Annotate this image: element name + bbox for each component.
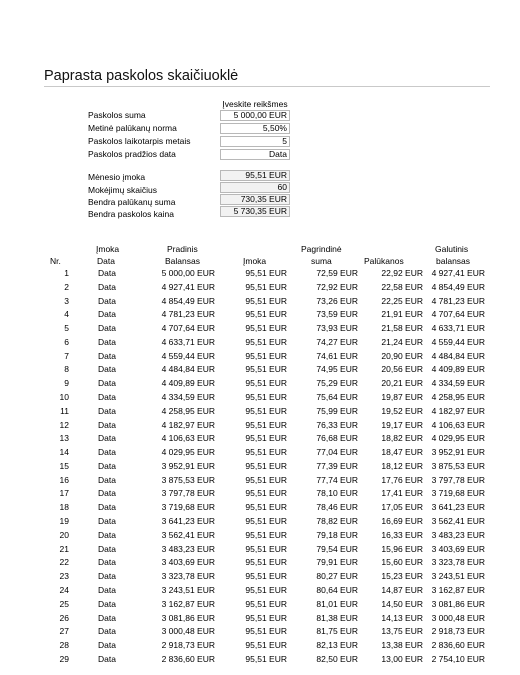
beginning-balance-cell: 3 952,91 EUR <box>161 460 215 471</box>
row-number-cell: 18 <box>59 502 69 513</box>
payment-cell: 95,51 EUR <box>245 516 287 527</box>
total-interest-value: 730,35 EUR <box>220 194 290 205</box>
table-row <box>0 543 520 555</box>
payment-date-cell: Data <box>98 557 116 568</box>
interest-cell: 17,76 EUR <box>381 474 423 485</box>
inputs-header: Įveskite reikšmes <box>222 99 288 109</box>
interest-cell: 19,52 EUR <box>381 405 423 416</box>
table-row <box>0 363 520 375</box>
payment-date-cell: Data <box>98 571 116 582</box>
ending-balance-cell: 4 106,63 EUR <box>431 419 485 430</box>
principal-cell: 73,93 EUR <box>316 323 358 334</box>
principal-cell: 80,27 EUR <box>316 571 358 582</box>
payment-cell: 95,51 EUR <box>245 653 287 664</box>
payment-cell: 95,51 EUR <box>245 584 287 595</box>
table-row <box>0 556 520 568</box>
beginning-balance-cell: 3 562,41 EUR <box>161 529 215 540</box>
payment-cell: 95,51 EUR <box>245 323 287 334</box>
beginning-balance-cell: 3 875,53 EUR <box>161 474 215 485</box>
principal-cell: 81,75 EUR <box>316 626 358 637</box>
interest-cell: 18,82 EUR <box>381 433 423 444</box>
payment-cell: 95,51 EUR <box>245 268 287 278</box>
interest-cell: 17,05 EUR <box>381 502 423 513</box>
principal-cell: 75,99 EUR <box>316 405 358 416</box>
interest-cell: 21,91 EUR <box>381 309 423 320</box>
payment-date-cell: Data <box>98 268 116 278</box>
principal-cell: 76,33 EUR <box>316 419 358 430</box>
interest-cell: 14,50 EUR <box>381 598 423 609</box>
payment-cell: 95,51 EUR <box>245 640 287 651</box>
ending-balance-cell: 2 836,60 EUR <box>431 640 485 651</box>
ending-balance-cell: 4 633,71 EUR <box>431 323 485 334</box>
ending-balance-cell: 3 562,41 EUR <box>431 516 485 527</box>
table-row <box>0 419 520 431</box>
ending-balance-cell: 4 029,95 EUR <box>431 433 485 444</box>
row-number-cell: 2 <box>64 281 69 292</box>
principal-cell: 79,18 EUR <box>316 529 358 540</box>
number-of-payments-value: 60 <box>220 182 290 193</box>
monthly-payment-value: 95,51 EUR <box>220 170 290 181</box>
ending-balance-cell: 3 641,23 EUR <box>431 502 485 513</box>
interest-cell: 15,60 EUR <box>381 557 423 568</box>
principal-cell: 72,59 EUR <box>316 268 358 278</box>
header-principal-line1: Pagrindinė <box>301 244 342 254</box>
payment-cell: 95,51 EUR <box>245 529 287 540</box>
loan-amount-label: Paskolos suma <box>88 110 146 120</box>
principal-cell: 81,01 EUR <box>316 598 358 609</box>
payment-date-cell: Data <box>98 295 116 306</box>
beginning-balance-cell: 3 000,48 EUR <box>161 626 215 637</box>
beginning-balance-cell: 3 719,68 EUR <box>161 502 215 513</box>
row-number-cell: 19 <box>59 516 69 527</box>
row-number-cell: 13 <box>59 433 69 444</box>
principal-cell: 77,39 EUR <box>316 460 358 471</box>
row-number-cell: 20 <box>59 529 69 540</box>
beginning-balance-cell: 4 484,84 EUR <box>161 364 215 375</box>
payment-cell: 95,51 EUR <box>245 433 287 444</box>
ending-balance-cell: 3 797,78 EUR <box>431 474 485 485</box>
beginning-balance-cell: 4 559,44 EUR <box>161 350 215 361</box>
interest-cell: 14,13 EUR <box>381 612 423 623</box>
beginning-balance-cell: 4 029,95 EUR <box>161 447 215 458</box>
header-number: Nr. <box>50 256 61 266</box>
ending-balance-cell: 4 484,84 EUR <box>431 350 485 361</box>
payment-date-cell: Data <box>98 543 116 554</box>
payment-cell: 95,51 EUR <box>245 543 287 554</box>
ending-balance-cell: 3 403,69 EUR <box>431 543 485 554</box>
interest-cell: 18,12 EUR <box>381 460 423 471</box>
row-number-cell: 12 <box>59 419 69 430</box>
table-row <box>0 295 520 307</box>
interest-cell: 20,56 EUR <box>381 364 423 375</box>
payment-cell: 95,51 EUR <box>245 460 287 471</box>
interest-cell: 17,41 EUR <box>381 488 423 499</box>
payment-date-cell: Data <box>98 598 116 609</box>
loan-start-date-input[interactable]: Data <box>220 149 290 160</box>
table-row <box>0 487 520 499</box>
beginning-balance-cell: 4 258,95 EUR <box>161 405 215 416</box>
payment-date-cell: Data <box>98 488 116 499</box>
loan-term-years-label: Paskolos laikotarpis metais <box>88 136 191 146</box>
payment-date-cell: Data <box>98 378 116 389</box>
number-of-payments-label: Mokėjimų skaičius <box>88 185 157 195</box>
row-number-cell: 8 <box>64 364 69 375</box>
header-beginning-balance-line2: Balansas <box>165 256 200 266</box>
ending-balance-cell: 4 559,44 EUR <box>431 336 485 347</box>
table-row <box>0 267 520 279</box>
payment-cell: 95,51 EUR <box>245 378 287 389</box>
principal-cell: 80,64 EUR <box>316 584 358 595</box>
beginning-balance-cell: 4 927,41 EUR <box>161 281 215 292</box>
row-number-cell: 4 <box>64 309 69 320</box>
row-number-cell: 1 <box>64 268 69 278</box>
row-number-cell: 11 <box>60 405 69 416</box>
payment-date-cell: Data <box>98 281 116 292</box>
row-number-cell: 22 <box>59 557 69 568</box>
row-number-cell: 17 <box>59 488 69 499</box>
ending-balance-cell: 2 754,10 EUR <box>431 653 485 664</box>
header-beginning-balance-line1: Pradinis <box>167 244 198 254</box>
payment-cell: 95,51 EUR <box>245 474 287 485</box>
table-row <box>0 377 520 389</box>
total-loan-cost-value: 5 730,35 EUR <box>220 206 290 217</box>
beginning-balance-cell: 4 334,59 EUR <box>161 392 215 403</box>
ending-balance-cell: 4 781,23 EUR <box>431 295 485 306</box>
ending-balance-cell: 4 258,95 EUR <box>431 392 485 403</box>
beginning-balance-cell: 3 797,78 EUR <box>161 488 215 499</box>
table-row <box>0 653 520 665</box>
title-divider <box>44 86 490 87</box>
beginning-balance-cell: 5 000,00 EUR <box>161 268 215 278</box>
payment-date-cell: Data <box>98 447 116 458</box>
payment-date-cell: Data <box>98 529 116 540</box>
payment-cell: 95,51 EUR <box>245 488 287 499</box>
payment-date-cell: Data <box>98 584 116 595</box>
monthly-payment-label: Mėnesio įmoka <box>88 172 146 182</box>
interest-cell: 13,75 EUR <box>381 626 423 637</box>
ending-balance-cell: 3 952,91 EUR <box>431 447 485 458</box>
payment-cell: 95,51 EUR <box>245 336 287 347</box>
table-row <box>0 570 520 582</box>
beginning-balance-cell: 3 243,51 EUR <box>161 584 215 595</box>
beginning-balance-cell: 3 323,78 EUR <box>161 571 215 582</box>
principal-cell: 73,26 EUR <box>316 295 358 306</box>
table-row <box>0 612 520 624</box>
interest-cell: 15,23 EUR <box>381 571 423 582</box>
table-row <box>0 350 520 362</box>
principal-cell: 78,46 EUR <box>316 502 358 513</box>
principal-cell: 77,74 EUR <box>316 474 358 485</box>
payment-date-cell: Data <box>98 612 116 623</box>
interest-cell: 19,17 EUR <box>381 419 423 430</box>
table-row <box>0 639 520 651</box>
total-interest-label: Bendra palūkanų suma <box>88 197 176 207</box>
ending-balance-cell: 3 243,51 EUR <box>431 571 485 582</box>
principal-cell: 79,54 EUR <box>316 543 358 554</box>
ending-balance-cell: 4 182,97 EUR <box>431 405 485 416</box>
ending-balance-cell: 3 162,87 EUR <box>431 584 485 595</box>
row-number-cell: 27 <box>59 626 69 637</box>
principal-cell: 79,91 EUR <box>316 557 358 568</box>
page-title: Paprasta paskolos skaičiuoklė <box>44 68 239 84</box>
principal-cell: 74,27 EUR <box>316 336 358 347</box>
annual-interest-rate-label: Metinė palūkanų norma <box>88 123 177 133</box>
payment-date-cell: Data <box>98 640 116 651</box>
interest-cell: 22,25 EUR <box>381 295 423 306</box>
principal-cell: 74,95 EUR <box>316 364 358 375</box>
ending-balance-cell: 3 719,68 EUR <box>431 488 485 499</box>
payment-cell: 95,51 EUR <box>245 612 287 623</box>
payment-cell: 95,51 EUR <box>245 447 287 458</box>
table-row <box>0 625 520 637</box>
principal-cell: 72,92 EUR <box>316 281 358 292</box>
beginning-balance-cell: 4 854,49 EUR <box>161 295 215 306</box>
table-row <box>0 308 520 320</box>
interest-cell: 20,90 EUR <box>381 350 423 361</box>
principal-cell: 78,10 EUR <box>316 488 358 499</box>
table-row <box>0 474 520 486</box>
principal-cell: 73,59 EUR <box>316 309 358 320</box>
beginning-balance-cell: 4 409,89 EUR <box>161 378 215 389</box>
header-payment-date-line1: Įmoka <box>96 244 120 254</box>
table-row <box>0 446 520 458</box>
interest-cell: 22,92 EUR <box>381 268 423 278</box>
payment-date-cell: Data <box>98 474 116 485</box>
principal-cell: 75,29 EUR <box>316 378 358 389</box>
ending-balance-cell: 4 409,89 EUR <box>431 364 485 375</box>
row-number-cell: 7 <box>64 350 69 361</box>
ending-balance-cell: 3 323,78 EUR <box>431 557 485 568</box>
payment-date-cell: Data <box>98 460 116 471</box>
total-loan-cost-label: Bendra paskolos kaina <box>88 209 175 219</box>
principal-cell: 75,64 EUR <box>316 392 358 403</box>
ending-balance-cell: 3 081,86 EUR <box>431 598 485 609</box>
row-number-cell: 14 <box>59 447 69 458</box>
row-number-cell: 10 <box>59 392 69 403</box>
beginning-balance-cell: 2 918,73 EUR <box>161 640 215 651</box>
payment-date-cell: Data <box>98 336 116 347</box>
principal-cell: 82,13 EUR <box>316 640 358 651</box>
ending-balance-cell: 4 707,64 EUR <box>431 309 485 320</box>
payment-date-cell: Data <box>98 364 116 375</box>
beginning-balance-cell: 3 641,23 EUR <box>161 516 215 527</box>
ending-balance-cell: 4 927,41 EUR <box>431 268 485 278</box>
row-number-cell: 25 <box>59 598 69 609</box>
loan-term-years-input[interactable]: 5 <box>220 136 290 147</box>
interest-cell: 21,24 EUR <box>381 336 423 347</box>
row-number-cell: 23 <box>59 571 69 582</box>
row-number-cell: 26 <box>59 612 69 623</box>
payment-cell: 95,51 EUR <box>245 350 287 361</box>
payment-date-cell: Data <box>98 350 116 361</box>
payment-cell: 95,51 EUR <box>245 295 287 306</box>
payment-date-cell: Data <box>98 502 116 513</box>
principal-cell: 77,04 EUR <box>316 447 358 458</box>
payment-cell: 95,51 EUR <box>245 598 287 609</box>
table-row <box>0 529 520 541</box>
interest-cell: 15,96 EUR <box>381 543 423 554</box>
interest-cell: 21,58 EUR <box>381 323 423 334</box>
table-row <box>0 322 520 334</box>
beginning-balance-cell: 4 707,64 EUR <box>161 323 215 334</box>
payment-cell: 95,51 EUR <box>245 281 287 292</box>
ending-balance-cell: 2 918,73 EUR <box>431 626 485 637</box>
header-payment-date-line2: Data <box>97 256 115 266</box>
row-number-cell: 28 <box>59 640 69 651</box>
header-payment: Įmoka <box>243 256 267 266</box>
payment-date-cell: Data <box>98 653 116 664</box>
interest-cell: 13,00 EUR <box>381 653 423 664</box>
table-row <box>0 405 520 417</box>
payment-date-cell: Data <box>98 323 116 334</box>
interest-cell: 22,58 EUR <box>381 281 423 292</box>
interest-cell: 16,33 EUR <box>381 529 423 540</box>
payment-date-cell: Data <box>98 309 116 320</box>
interest-cell: 16,69 EUR <box>381 516 423 527</box>
header-principal-line2: suma <box>311 256 332 266</box>
table-row <box>0 584 520 596</box>
payment-cell: 95,51 EUR <box>245 557 287 568</box>
row-number-cell: 16 <box>59 474 69 485</box>
interest-cell: 19,87 EUR <box>381 392 423 403</box>
table-row <box>0 598 520 610</box>
payment-cell: 95,51 EUR <box>245 392 287 403</box>
table-row <box>0 432 520 444</box>
payment-date-cell: Data <box>98 433 116 444</box>
payment-cell: 95,51 EUR <box>245 626 287 637</box>
principal-cell: 76,68 EUR <box>316 433 358 444</box>
ending-balance-cell: 4 854,49 EUR <box>431 281 485 292</box>
principal-cell: 74,61 EUR <box>316 350 358 361</box>
payment-date-cell: Data <box>98 626 116 637</box>
table-row <box>0 515 520 527</box>
row-number-cell: 5 <box>64 323 69 334</box>
table-row <box>0 460 520 472</box>
header-ending-balance-line2: balansas <box>436 256 471 266</box>
principal-cell: 78,82 EUR <box>316 516 358 527</box>
interest-cell: 13,38 EUR <box>381 640 423 651</box>
row-number-cell: 15 <box>59 460 69 471</box>
payment-date-cell: Data <box>98 516 116 527</box>
header-ending-balance-line1: Galutinis <box>435 244 469 254</box>
principal-cell: 82,50 EUR <box>316 653 358 664</box>
table-row <box>0 391 520 403</box>
beginning-balance-cell: 4 106,63 EUR <box>161 433 215 444</box>
payment-date-cell: Data <box>98 392 116 403</box>
ending-balance-cell: 3 875,53 EUR <box>431 460 485 471</box>
interest-cell: 20,21 EUR <box>381 378 423 389</box>
beginning-balance-cell: 2 836,60 EUR <box>161 653 215 664</box>
payment-cell: 95,51 EUR <box>245 419 287 430</box>
interest-cell: 14,87 EUR <box>381 584 423 595</box>
payment-cell: 95,51 EUR <box>245 405 287 416</box>
beginning-balance-cell: 4 781,23 EUR <box>161 309 215 320</box>
row-number-cell: 21 <box>59 543 69 554</box>
row-number-cell: 6 <box>64 336 69 347</box>
row-number-cell: 3 <box>64 295 69 306</box>
table-row <box>0 501 520 513</box>
header-interest: Palūkanos <box>364 256 404 266</box>
payment-cell: 95,51 EUR <box>245 309 287 320</box>
beginning-balance-cell: 3 483,23 EUR <box>161 543 215 554</box>
beginning-balance-cell: 4 182,97 EUR <box>161 419 215 430</box>
payment-cell: 95,51 EUR <box>245 502 287 513</box>
interest-cell: 18,47 EUR <box>381 447 423 458</box>
principal-cell: 81,38 EUR <box>316 612 358 623</box>
loan-start-date-label: Paskolos pradžios data <box>88 149 176 159</box>
table-row <box>0 336 520 348</box>
beginning-balance-cell: 4 633,71 EUR <box>161 336 215 347</box>
ending-balance-cell: 3 000,48 EUR <box>431 612 485 623</box>
payment-cell: 95,51 EUR <box>245 571 287 582</box>
loan-amount-input[interactable]: 5 000,00 EUR <box>220 110 290 121</box>
row-number-cell: 29 <box>59 653 69 664</box>
beginning-balance-cell: 3 162,87 EUR <box>161 598 215 609</box>
ending-balance-cell: 3 483,23 EUR <box>431 529 485 540</box>
beginning-balance-cell: 3 403,69 EUR <box>161 557 215 568</box>
payment-cell: 95,51 EUR <box>245 364 287 375</box>
ending-balance-cell: 4 334,59 EUR <box>431 378 485 389</box>
row-number-cell: 9 <box>64 378 69 389</box>
annual-interest-rate-input[interactable]: 5,50% <box>220 123 290 134</box>
payment-date-cell: Data <box>98 405 116 416</box>
payment-date-cell: Data <box>98 419 116 430</box>
beginning-balance-cell: 3 081,86 EUR <box>161 612 215 623</box>
row-number-cell: 24 <box>59 584 69 595</box>
table-row <box>0 281 520 293</box>
